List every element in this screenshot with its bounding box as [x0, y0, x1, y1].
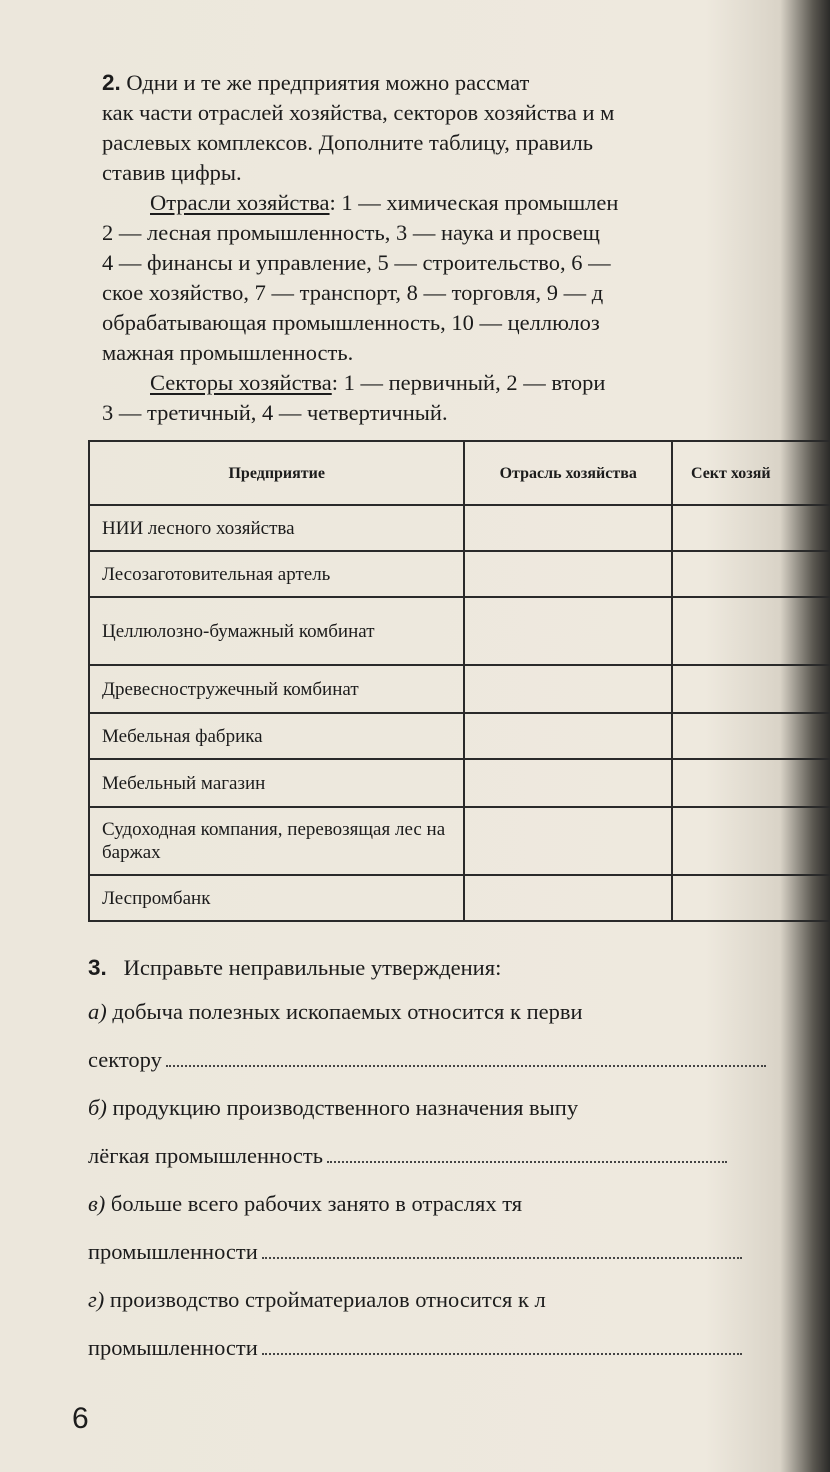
branch-answer-cell[interactable] [464, 597, 671, 665]
enterprise-name: Целлюлозно-бумажный комбинат [89, 597, 464, 665]
table-row [89, 875, 830, 921]
sector-answer-cell[interactable] [672, 505, 830, 551]
statement-text: производство стройматериалов относится к л [109, 1287, 546, 1312]
statement-letter: г) [88, 1287, 105, 1312]
branch-answer-cell[interactable] [464, 875, 671, 921]
enterprise-name: НИИ лесного хозяйства [89, 505, 464, 551]
statement-text: промышленности [88, 1239, 258, 1264]
sector-answer-cell[interactable] [672, 807, 830, 875]
task-3 [88, 948, 798, 1372]
table-row [89, 713, 830, 759]
task-2 [102, 68, 792, 428]
enterprise-name: Лесозаготовительная артель [89, 551, 464, 597]
branches-label: Отрасли хозяйства [150, 190, 330, 215]
header-branch: Отрасль хозяйства [464, 441, 671, 505]
statement-letter: в) [88, 1191, 106, 1216]
table-row [89, 807, 830, 875]
task-2-number: 2. [102, 70, 121, 95]
header-sector: Сект хозяй [672, 441, 830, 505]
table-row [89, 505, 830, 551]
table-row [89, 759, 830, 807]
task-3-number: 3. [88, 955, 107, 980]
task-2-line: Одни и те же предприятия можно рассмат [126, 70, 530, 95]
sector-answer-cell[interactable] [672, 875, 830, 921]
sector-answer-cell[interactable] [672, 713, 830, 759]
sector-answer-cell[interactable] [672, 597, 830, 665]
sectors-line: : 1 — первичный, 2 — втори [331, 370, 606, 395]
enterprise-name: Судоходная компания, перевозящая лес на баржах [89, 807, 464, 875]
branch-answer-cell[interactable] [464, 759, 671, 807]
branches-line: мажная промышленность. [102, 340, 354, 365]
enterprise-name: Древесностружечный комбинат [89, 665, 464, 713]
branches-line: ское хозяйство, 7 — транспорт, 8 — торговля, 9 — д [102, 280, 604, 305]
statement-letter: а) [88, 999, 107, 1024]
branches-line: 2 — лесная промышленность, 3 — наука и просвещ [102, 220, 600, 245]
statement-line [88, 1228, 798, 1276]
table-row [89, 597, 830, 665]
branch-answer-cell[interactable] [464, 665, 671, 713]
header-enterprise: Предприятие [89, 441, 464, 505]
sector-answer-cell[interactable] [672, 665, 830, 713]
statement-line [88, 1036, 798, 1084]
page-number: 6 [72, 1402, 89, 1435]
statement-text: сектору [88, 1047, 162, 1072]
sector-answer-cell[interactable] [672, 551, 830, 597]
enterprise-table [88, 440, 830, 922]
branch-answer-cell[interactable] [464, 505, 671, 551]
sectors-line: 3 — третичный, 4 — четвертичный. [102, 400, 448, 425]
statement-text: добыча полезных ископаемых относится к перви [112, 999, 583, 1024]
sectors-label: Секторы хозяйства [150, 370, 332, 395]
statement-text: продукцию производственного назначения выпу [112, 1095, 579, 1120]
task-3-title: Исправьте неправильные утверждения: [123, 955, 502, 980]
task-2-line: как части отраслей хозяйства, секторов хозяйства и м [102, 100, 615, 125]
branch-answer-cell[interactable] [464, 551, 671, 597]
statement-line [88, 1324, 798, 1372]
statement-line [88, 1132, 798, 1180]
statement-text: лёгкая промышленность [88, 1143, 323, 1168]
answer-dotted-line[interactable] [262, 1352, 742, 1355]
statement-line [88, 1084, 798, 1132]
branch-answer-cell[interactable] [464, 713, 671, 759]
enterprise-name: Мебельный магазин [89, 759, 464, 807]
answer-dotted-line[interactable] [166, 1064, 766, 1067]
branches-line: : 1 — химическая промышлен [329, 190, 619, 215]
branches-line: обрабатывающая промышленность, 10 — целлюлоз [102, 310, 600, 335]
answer-dotted-line[interactable] [262, 1256, 742, 1259]
table-row [89, 551, 830, 597]
statement-text: промышленности [88, 1335, 258, 1360]
branches-line: 4 — финансы и управление, 5 — строительство, 6 — [102, 250, 611, 275]
table-row [89, 665, 830, 713]
enterprise-name: Леспромбанк [89, 875, 464, 921]
statement-letter: б) [88, 1095, 107, 1120]
enterprise-name: Мебельная фабрика [89, 713, 464, 759]
table-header-row [89, 441, 830, 505]
statement-line [88, 988, 798, 1036]
statement-text: больше всего рабочих занято в отраслях тя [110, 1191, 523, 1216]
sector-answer-cell[interactable] [672, 759, 830, 807]
branch-answer-cell[interactable] [464, 807, 671, 875]
task-2-line: ставив цифры. [102, 160, 242, 185]
task-2-line: раслевых комплексов. Дополните таблицу, правиль [102, 130, 593, 155]
statement-line [88, 1276, 798, 1324]
statement-line [88, 1180, 798, 1228]
answer-dotted-line[interactable] [327, 1160, 727, 1163]
